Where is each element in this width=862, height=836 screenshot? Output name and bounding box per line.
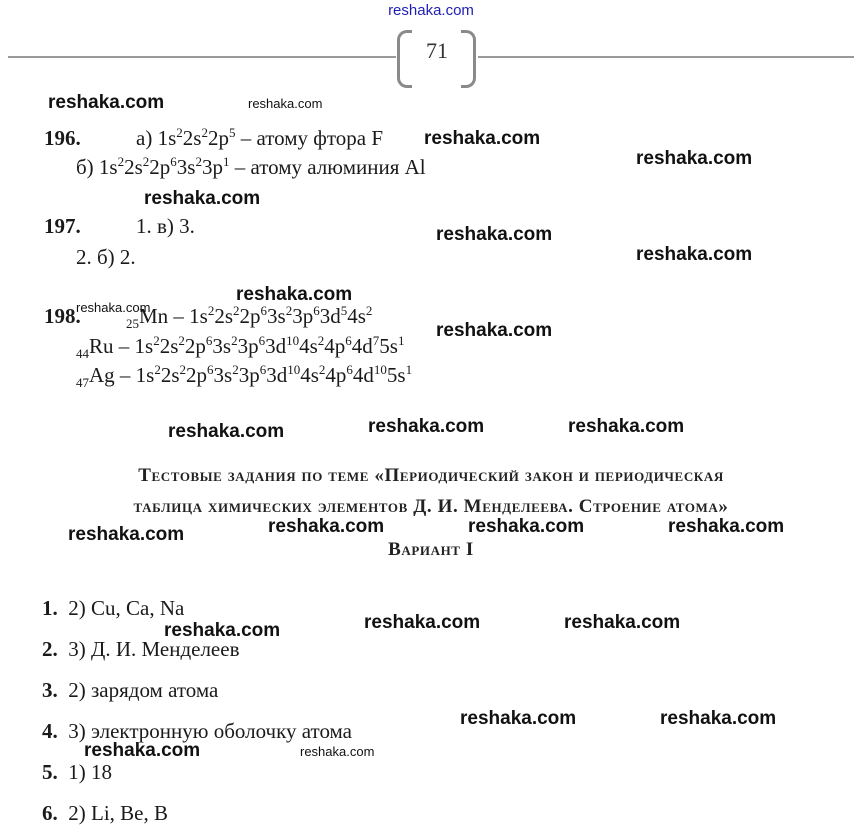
watermark: reshaka.com <box>300 744 375 759</box>
watermark: reshaka.com <box>168 421 285 442</box>
task-198-ru: $_{44}Ru - 1s^22s^22p^63s^23p^63d^{10}4s^24p^64d^75s^1$ <box>76 333 405 362</box>
watermark: reshaka.com <box>660 708 777 729</box>
watermark: reshaka.com <box>468 516 585 537</box>
header-rule-left <box>8 56 396 58</box>
watermark: reshaka.com <box>564 612 681 633</box>
page-number-bracket-right <box>461 30 476 88</box>
watermark: reshaka.com <box>424 128 541 149</box>
watermark: reshaka.com <box>68 524 185 545</box>
page-number: 71 <box>426 38 448 63</box>
answer-item-6: 6. 2) Li, Be, B <box>42 801 168 825</box>
task-198-ag: $_{47}Ag - 1s^22s^22p^63s^23p^63d^{10}4s^24p^64d^{10}5s^1$ <box>76 362 413 391</box>
task-number: 196. <box>44 126 81 150</box>
answer-item-5: 5. 1) 18 <box>42 760 112 784</box>
answer-item-1: 1. 2) Cu, Ca, Na <box>42 596 185 620</box>
watermark: reshaka.com <box>668 516 785 537</box>
watermark: reshaka.com <box>76 300 151 315</box>
watermark: reshaka.com <box>460 708 577 729</box>
watermark: reshaka.com <box>164 620 281 641</box>
watermark: reshaka.com <box>48 92 165 113</box>
watermark: reshaka.com <box>368 416 485 437</box>
task-197-line-1: 197. 1. в) 3. <box>44 214 195 238</box>
page-number-bracket-left <box>397 30 412 88</box>
watermark: reshaka.com <box>364 612 481 633</box>
site-header-link[interactable]: reshaka.com <box>388 2 474 19</box>
section-title-line-1: Тестовые задания по теме «Периодический закон и периодическая <box>138 465 724 486</box>
task-198-mn: 198. $_{25}Mn - 1s^22s^22p^63s^23p^63d^54s^2$ <box>44 303 373 332</box>
answer-item-2: 2. 3) Д. И. Менделеев <box>42 637 240 661</box>
task-196-line-b: б) $1s^22s^22p^63s^23p^1$ – атому алюминия Al <box>76 154 426 179</box>
variant-title: Вариант I <box>388 539 474 560</box>
section-title-line-2: таблица химических элементов Д. И. Менделеева. Строение атома» <box>133 496 729 517</box>
watermark: reshaka.com <box>568 416 685 437</box>
watermark: reshaka.com <box>436 224 553 245</box>
task-196-a-formula: а) $1s^22s^22p^5$ – атому фтора F <box>136 125 384 150</box>
watermark: reshaka.com <box>144 188 261 209</box>
watermark: reshaka.com <box>636 244 753 265</box>
watermark: reshaka.com <box>236 284 353 305</box>
answer-item-3: 3. 2) зарядом атома <box>42 678 219 702</box>
watermark: reshaka.com <box>436 320 553 341</box>
watermark: reshaka.com <box>84 740 201 761</box>
task-196-line-a <box>44 125 383 151</box>
watermark: reshaka.com <box>636 148 753 169</box>
watermark: reshaka.com <box>268 516 385 537</box>
answer-item-4: 4. 3) электронную оболочку атома <box>42 719 353 743</box>
header-rule-right <box>478 56 854 58</box>
task-197-line-2: 2. б) 2. <box>76 245 136 269</box>
watermark: reshaka.com <box>248 96 323 111</box>
